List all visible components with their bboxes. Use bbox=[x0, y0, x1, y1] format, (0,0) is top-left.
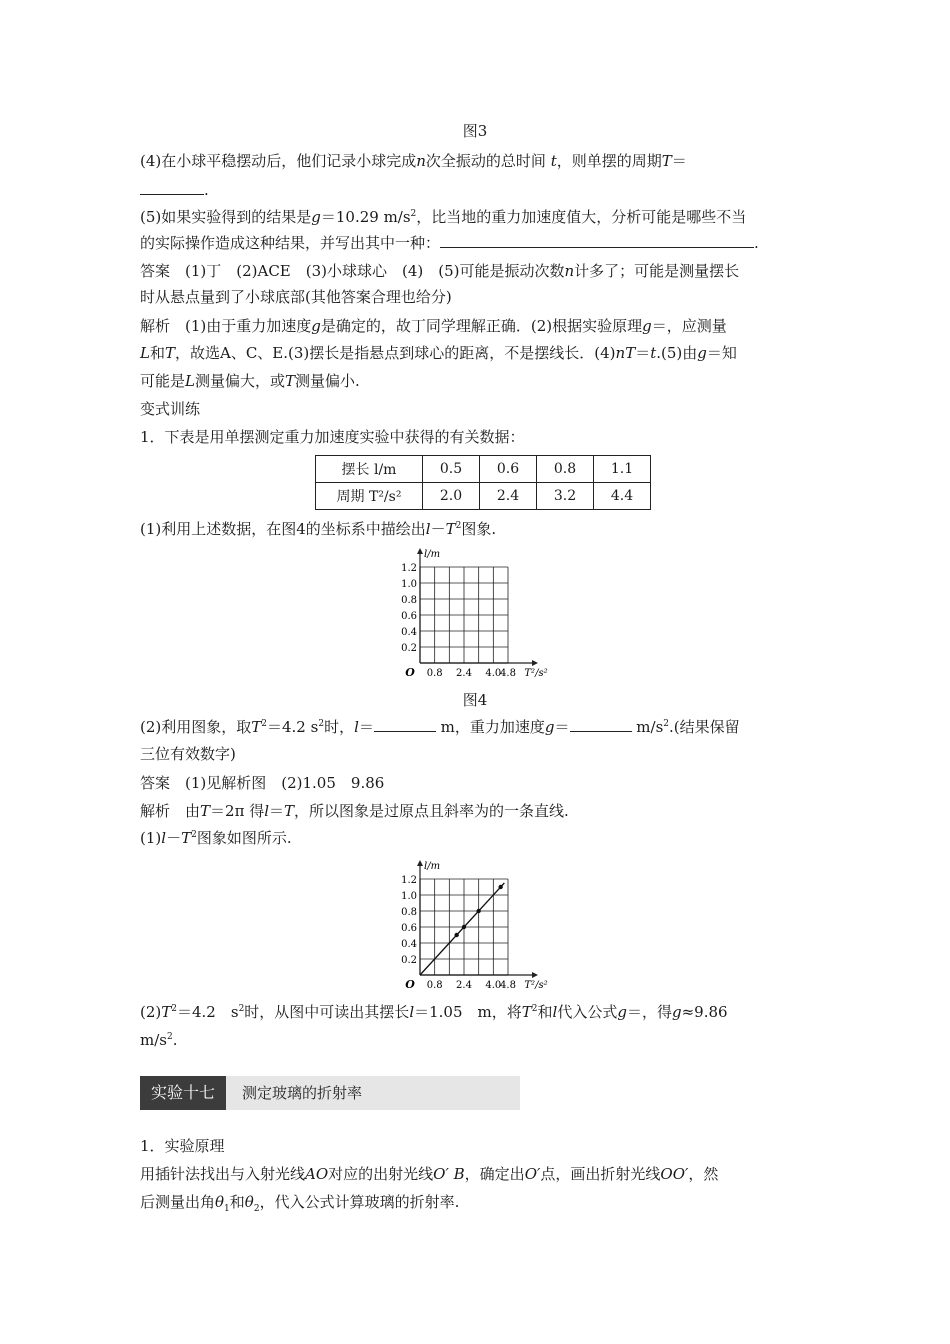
x-tick-label: 0.8 bbox=[426, 668, 443, 679]
table-row: 周期 T²/s² 2.0 2.4 3.2 4.4 bbox=[316, 483, 651, 510]
x-tick-label: 2.4 bbox=[456, 980, 472, 991]
analysis-2-figure-note: $(1)l-T^2$图象如图所示. bbox=[140, 829, 292, 847]
row-label-period: 周期 T²/s² bbox=[316, 483, 423, 510]
answer-blank[interactable] bbox=[440, 233, 754, 248]
x-axis-label: T²/s² bbox=[524, 668, 548, 679]
y-axis-label: l/m bbox=[424, 861, 441, 872]
data-point bbox=[498, 885, 502, 889]
principle-line-2: 后测量出角$\theta_1$和$\theta_2$，代入公式计算玻璃的折射率. bbox=[140, 1193, 460, 1214]
principle-line-1: 用插针法找出与入射光线AO对应的出射光线O′ B，确定出O′点，画出折射光线OO′，然 bbox=[140, 1165, 719, 1183]
data-point bbox=[454, 933, 458, 937]
figure-3-caption: 图3 bbox=[462, 122, 488, 140]
y-axis-arrow bbox=[417, 860, 423, 866]
y-tick-label: 1.0 bbox=[401, 579, 417, 590]
analysis-2: 解析 由T＝2π 得l＝T，所以图象是过原点且斜率为的一条直线. bbox=[140, 802, 569, 820]
data-table bbox=[315, 455, 651, 510]
question-1-part-2: (2)利用图象，取$T^2=4.2$ $s^2$时，l＝ m，重力加速度$g= m/s^2$.(结果保留 bbox=[140, 718, 740, 736]
row-label-length: 摆长 l/m bbox=[316, 456, 423, 483]
y-tick-label: 0.4 bbox=[401, 939, 417, 950]
y-tick-label: 1.2 bbox=[401, 875, 417, 886]
data-point bbox=[476, 909, 480, 913]
answer-1-line-1: 答案 (1)丁 (2)ACE (3)小球球心 (4) (5)可能是振动次数n计多了；可能是测量摆长 bbox=[140, 262, 740, 280]
figure-4-grid bbox=[385, 545, 570, 680]
x-tick-label: 4.8 bbox=[500, 980, 516, 991]
question-4: (4)在小球平稳摆动后，他们记录小球完成n次全振动的总时间 t，则单摆的周期T＝ bbox=[140, 152, 687, 170]
x-tick-label: 0.8 bbox=[426, 980, 443, 991]
section-header bbox=[140, 1076, 520, 1110]
answer-2: 答案 (1)见解析图 (2)1.05 9.86 bbox=[140, 774, 385, 792]
analysis-2-part-2-line-2: $m/s^2$. bbox=[140, 1031, 178, 1049]
x-tick-label: 4.0 bbox=[485, 668, 502, 679]
question-4-blank: . bbox=[140, 180, 209, 200]
gravity-blank[interactable] bbox=[570, 717, 632, 732]
x-axis-label: T²/s² bbox=[524, 980, 548, 991]
length-blank[interactable] bbox=[374, 717, 436, 732]
answer-blank[interactable] bbox=[140, 180, 204, 195]
y-tick-label: 1.0 bbox=[401, 891, 417, 902]
variant-title: 变式训练 bbox=[140, 400, 201, 418]
analysis-2-part-2-line-1: $(2)T^2=4.2$ $s^2$时，从图中可读出其摆长l＝1.05 m，将$T^2$和l代入公式g＝，得g≈9.86 bbox=[140, 1003, 728, 1021]
origin-label: O bbox=[405, 666, 415, 679]
table-row: 摆长 l/m 0.5 0.6 0.8 1.1 bbox=[316, 456, 651, 483]
y-axis-arrow bbox=[417, 548, 423, 554]
section-tag: 实验十七 bbox=[140, 1076, 226, 1110]
analysis-1-line-3: 可能是L测量偏大，或T测量偏小. bbox=[140, 372, 360, 390]
figure-4-caption: 图4 bbox=[462, 691, 488, 709]
analysis-1-line-1: 解析 (1)由于重力加速度g是确定的，故丁同学理解正确．(2)根据实验原理g＝，应测量 bbox=[140, 317, 727, 335]
section-title: 测定玻璃的折射率 bbox=[242, 1084, 363, 1102]
x-axis-arrow bbox=[532, 972, 538, 978]
solution-graph bbox=[385, 857, 570, 992]
answer-1-line-2: 时从悬点量到了小球底部(其他答案合理也给分) bbox=[140, 288, 452, 306]
y-axis-label: l/m bbox=[424, 549, 441, 560]
y-tick-label: 1.2 bbox=[401, 563, 417, 574]
question-1-intro: 1．下表是用单摆测定重力加速度实验中获得的有关数据： bbox=[140, 428, 525, 446]
question-5-line-1: (5)如果实验得到的结果是g＝10.29 $m/s^2$，比当地的重力加速度值大，分析可能是哪些不当 bbox=[140, 208, 747, 226]
analysis-1-line-2: L和T，故选A、C、E.(3)摆长是指悬点到球心的距离，不是摆线长．(4)nT＝t.(5)由g＝知 bbox=[140, 344, 737, 362]
fit-line bbox=[420, 883, 504, 975]
question-1-part-1: (1)利用上述数据，在图4的坐标系中描绘出$l-T^2$图象. bbox=[140, 520, 497, 538]
x-tick-label: 2.4 bbox=[456, 668, 472, 679]
principle-title: 1．实验原理 bbox=[140, 1137, 225, 1155]
y-tick-label: 0.8 bbox=[401, 595, 417, 606]
y-tick-label: 0.4 bbox=[401, 627, 417, 638]
y-tick-label: 0.8 bbox=[401, 907, 417, 918]
x-axis-arrow bbox=[532, 660, 538, 666]
origin-label: O bbox=[405, 978, 415, 991]
y-tick-label: 0.2 bbox=[401, 643, 417, 654]
y-tick-label: 0.6 bbox=[401, 611, 417, 622]
x-tick-label: 4.0 bbox=[485, 980, 502, 991]
data-point bbox=[462, 925, 466, 929]
y-tick-label: 0.2 bbox=[401, 955, 417, 966]
question-5-line-2: 的实际操作造成这种结果，并写出其中一种： . bbox=[140, 234, 759, 252]
y-tick-label: 0.6 bbox=[401, 923, 417, 934]
question-1-part-2-line-2: 三位有效数字) bbox=[140, 745, 236, 763]
x-tick-label: 4.8 bbox=[500, 668, 516, 679]
